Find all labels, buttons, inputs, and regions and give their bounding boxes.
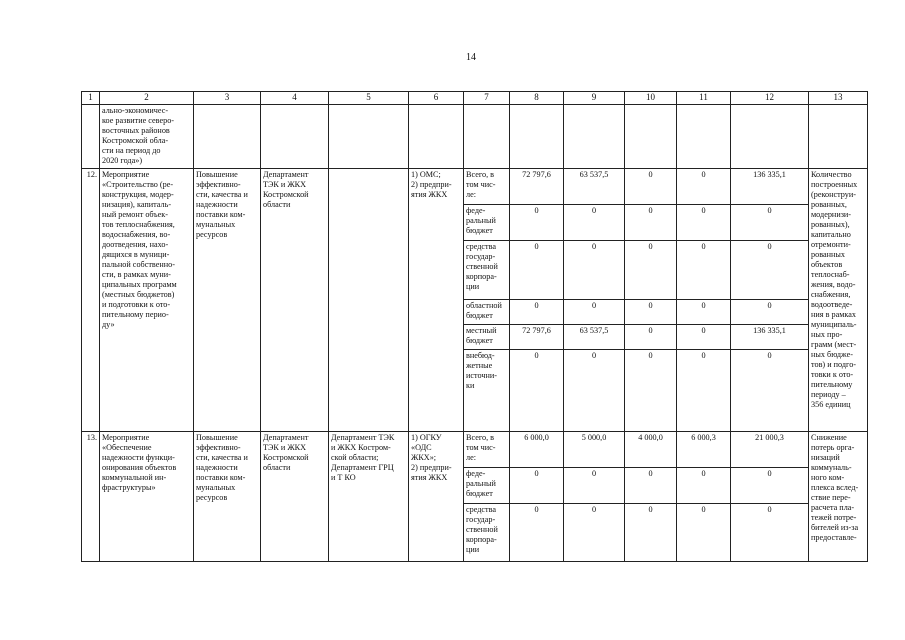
value-cell: 0: [564, 468, 625, 504]
value-cell: 0: [625, 169, 677, 205]
table-row: [82, 169, 868, 205]
header-cell: 7: [464, 92, 510, 105]
header-cell: 5: [329, 92, 409, 105]
value-cell: 4 000,0: [625, 432, 677, 468]
measure-name: Мероприятие «Обеспечение надежности функци- онирования объектов коммунальной ин- фраструктуры»: [100, 432, 194, 562]
value-cell: 0: [677, 350, 731, 432]
value-cell: 0: [510, 300, 564, 325]
value-cell: 0: [564, 350, 625, 432]
program-table: [81, 91, 868, 562]
measure-name: Мероприятие «Строительство (ре- конструкция, модер- низация), капиталь- ный ремонт объек- тов теплоснабжения, водоснабжения, во- доотведения, нахо- дящихся в муници- пальной собственно- сти, в рамках муни- ципальных программ (местных бюджетов) и подготовки к ото- пительному перио- ду»: [100, 169, 194, 432]
table-row: [82, 432, 868, 468]
value-cell: 5 000,0: [564, 432, 625, 468]
continuation-row: [82, 105, 868, 169]
value-cell: 0: [625, 205, 677, 241]
value-cell: 0: [677, 300, 731, 325]
value-cell: 0: [564, 205, 625, 241]
participants-cell: 1) ОГКУ «ОДС ЖКХ»; 2) предпри- ятия ЖКХ: [409, 432, 464, 562]
funding-source: Всего, в том чис- ле:: [464, 169, 510, 205]
value-cell: 0: [625, 241, 677, 300]
header-cell: 1: [82, 92, 100, 105]
value-cell: 0: [677, 241, 731, 300]
value-cell: 0: [510, 468, 564, 504]
header-cell: 4: [261, 92, 329, 105]
header-cell: 2: [100, 92, 194, 105]
value-cell: 0: [731, 468, 809, 504]
value-cell: 0: [510, 504, 564, 562]
value-cell: 0: [677, 504, 731, 562]
value-cell: 0: [677, 468, 731, 504]
responsible-cell: Департамент ТЭК и ЖКХ Костромской области: [261, 432, 329, 562]
table-header-row: [82, 92, 868, 105]
value-cell: 0: [731, 300, 809, 325]
value-cell: 0: [625, 504, 677, 562]
header-cell: 9: [564, 92, 625, 105]
funding-source: внебюд- жетные источни- ки: [464, 350, 510, 432]
header-cell: 12: [731, 92, 809, 105]
funding-source: средства государ- ственной корпора- ции: [464, 241, 510, 300]
value-cell: 0: [564, 504, 625, 562]
indicator-cell: Количество построенных (реконструи- рованных, модернизи- рованных), капитально отремонти- рованных объектов теплоснаб- жения, водо- снабжения, водоотведе- ния в рамках муниципаль- ных про- грамм (мест- ных бюдже- тов) и подго- товки к ото- пительному периоду – 356 единиц: [809, 169, 868, 432]
page-number: 14: [466, 52, 476, 63]
value-cell: 0: [625, 350, 677, 432]
indicator-cell: Снижение потерь орга- низаций коммуналь- ного ком- плекса вслед- ствие пере- расчета пла- тежей потре- бителей из-за предоставле-: [809, 432, 868, 562]
continuation-text: ально-экономичес- кое развитие северо- восточных районов Костромской обла- сти на период до 2020 года»): [100, 105, 194, 169]
row-number: 13.: [82, 432, 100, 562]
participants-cell: 1) ОМС; 2) предпри- ятия ЖКХ: [409, 169, 464, 432]
value-cell: 0: [510, 205, 564, 241]
value-cell: 136 335,1: [731, 325, 809, 350]
value-cell: 0: [731, 241, 809, 300]
value-cell: 0: [731, 504, 809, 562]
value-cell: 72 797,6: [510, 169, 564, 205]
funding-source: феде- ральный бюджет: [464, 205, 510, 241]
value-cell: 6 000,3: [677, 432, 731, 468]
value-cell: 0: [510, 241, 564, 300]
value-cell: 0: [510, 350, 564, 432]
responsible-cell: Департамент ТЭК и ЖКХ Костромской области: [261, 169, 329, 432]
header-cell: 11: [677, 92, 731, 105]
value-cell: 63 537,5: [564, 325, 625, 350]
goal-cell: Повышение эффективно- сти, качества и надежности поставки ком- мунальных ресурсов: [194, 169, 261, 432]
value-cell: 0: [564, 241, 625, 300]
value-cell: 63 537,5: [564, 169, 625, 205]
value-cell: 72 797,6: [510, 325, 564, 350]
header-cell: 10: [625, 92, 677, 105]
value-cell: 21 000,3: [731, 432, 809, 468]
funding-source: средства государ- ственной корпора- ции: [464, 504, 510, 562]
header-cell: 13: [809, 92, 868, 105]
value-cell: 0: [625, 468, 677, 504]
funding-source: областной бюджет: [464, 300, 510, 325]
coexecutor-cell: [329, 169, 409, 432]
value-cell: 0: [677, 325, 731, 350]
header-cell: 3: [194, 92, 261, 105]
value-cell: 6 000,0: [510, 432, 564, 468]
value-cell: 0: [677, 205, 731, 241]
value-cell: 0: [625, 300, 677, 325]
value-cell: 0: [564, 300, 625, 325]
funding-source: местный бюджет: [464, 325, 510, 350]
funding-source: феде- ральный бюджет: [464, 468, 510, 504]
coexecutor-cell: Департамент ТЭК и ЖКХ Костром- ской области; Департамент ГРЦ и Т КО: [329, 432, 409, 562]
funding-source: Всего, в том чис- ле:: [464, 432, 510, 468]
goal-cell: Повышение эффективно- сти, качества и надежности поставки ком- мунальных ресурсов: [194, 432, 261, 562]
value-cell: 0: [731, 205, 809, 241]
value-cell: 0: [731, 350, 809, 432]
value-cell: 0: [625, 325, 677, 350]
header-cell: 6: [409, 92, 464, 105]
value-cell: 136 335,1: [731, 169, 809, 205]
header-cell: 8: [510, 92, 564, 105]
row-number: 12.: [82, 169, 100, 432]
value-cell: 0: [677, 169, 731, 205]
